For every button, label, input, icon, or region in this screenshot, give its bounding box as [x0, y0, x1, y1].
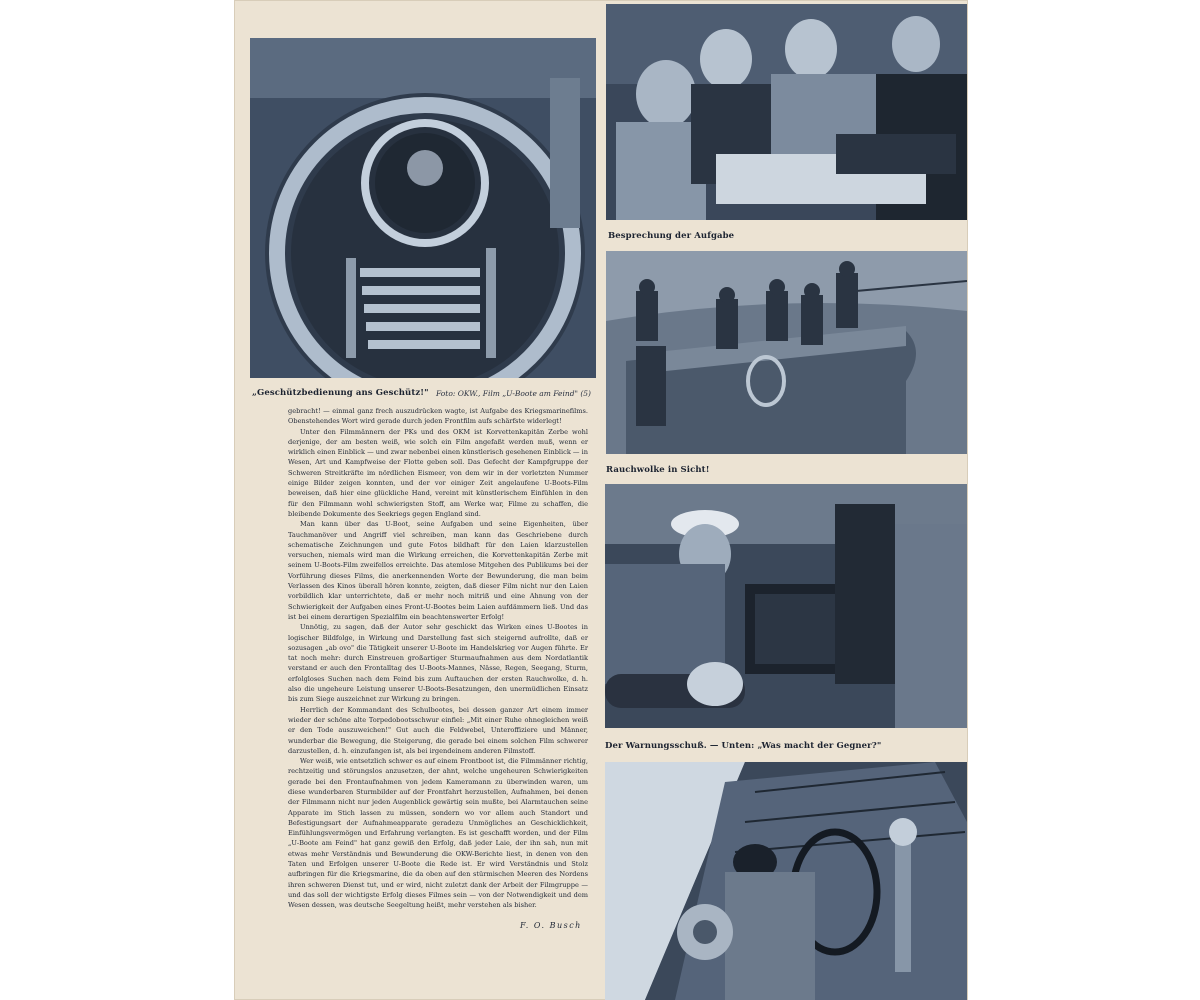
article-paragraph: Unter den Filmmännern der PKs und des OKM ist Korvettenkapitän Zerbe wohl derjenige, der am besten weiß, wie solch ein Film angefaßt werden muß, wenn er wirklich einen Einblick — und zwar nebenbei einen künstlerisch gesehenen Einblick — in Wesen, Art und Kampfweise der Flotte geben soll. Das Gefecht der Kampfgruppe der Schweren Streitkräfte im nördlichen Eismeer, von dem wir in der vorletzten Nummer einige Bilder zeigen konnten, und der vor einiger Zeit angelaufene U-Boots-Film beweisen, daß hier eine glückliche Hand, vereint mit künstlerischem Einfühlen in den für den Filmmann wohl schwierigsten Stoff, am Werke war, Filme zu schaffen, die bleibende Dokumente des Seekriegs gegen England sind. — [288, 427, 588, 518]
photo-credit: Foto: OKW., Film „U-Boote am Feind" (5) — [436, 389, 591, 398]
article-paragraph: gebracht! — einmal ganz frech auszudrücken wagte, ist Aufgabe des Kriegsmarinefilms. Obenstehendes Wort wird gerade durch jeden Frontfilm aufs schärfste widerlegt! — [288, 407, 588, 426]
hatch-caption: „Geschützbedienung ans Geschütz!" — [252, 388, 429, 398]
article-paragraph: Herrlich der Kommandant des Schulbootes, bei dessen ganzer Art einem immer wieder der schöne alte Torpedobootsschwur einfiel: „Mit einer Ruhe ohnegleichen weiß er den Tode auszuweichen!" Gut auch die Feldwebel, Unteroffiziere und Männer, wunderbar die Bewegung, die Steigerung, die gerade bei einem solchen Film schwerer darzustellen, d. h. einzufangen ist, als bei irgendeinem anderen Filmstoff. — [288, 705, 588, 755]
photo-briefing — [606, 4, 967, 220]
article-paragraph: Unnötig, zu sagen, daß der Autor sehr geschickt das Wirken eines U-Bootes in logischer Bildfolge, in Wirkung und Darstellung fast sich steigernd aufrollte, daß er sozusagen „ab ovo" die Tätigkeit unserer U-Boote im Handelskrieg vor Augen führte. Er tat noch mehr: durch Einstreuen großartiger Sturmaufnahmen aus dem Nordatlantik verstand er auch den Frontalltag des U-Boots-Mannes, Nässe, Regen, Seegang, Sturm, erfolgloses Suchen nach dem Feind bis zum Auftauchen der ersten Rauchwolke, d. h. also die ungeheure Leistung unserer U-Boots-Besatzungen, den unermüdlichen Einsatz bis zum Siege auszeichnet zur Wirkung zu bringen. — [288, 623, 588, 704]
photo-submarine-deck — [605, 762, 967, 1000]
photo-submarine-hatch — [250, 38, 596, 378]
photo-deck-gun — [605, 484, 967, 728]
article-body — [288, 406, 588, 911]
gun-caption: Der Warnungsschuß. — Unten: „Was macht der Gegner?" — [605, 741, 882, 751]
article-paragraph: Wer weiß, wie entsetzlich schwer es auf einem Frontboot ist, die Filmmänner richtig, rechtzeitig und störungslos anzusetzen, der ahnt, welche ungeheuren Schwierigkeiten gerade bei den Frontaufnahmen von jedem Kameramann zu überwinden waren, um diese wunderbaren Sturmbilder auf der Frontfahrt herzustellen, Aufnahmen, bei denen der Filmmann nicht nur jeden Augenblick gewärtig sein mußte, bei Alarmtauchen seine Apparate im Stich lassen zu müssen, sondern wo vor allem auch Standort und Befestigungsart der Aufnahmeapparate geradezu Unmögliches an Geschicklichkeit, Einfühlungsvermögen und Erfahrung verlangten. Es ist geschafft worden, und der Film „U-Boote am Feind" hat ganz gewiß den Erfolg, daß jeder Laie, der ihn sah, nun mit etwas mehr Verständnis und Bewunderung die OKW-Berichte liest, in denen von den Taten und Erfolgen unserer U-Boote die Rede ist. Er wird Verständnis und Stolz aufbringen für die Kriegsmarine, die da oben auf den stürmischen Meeren des Nordens ihren schweren Dienst tut, und er wird, nicht zuletzt dank der Arbeit der Filmgruppe — und das soll der wichtigste Erfolg dieses Filmes sein — von der Notwendigkeit und dem Wesen dessen, was deutsche Seegeltung heißt, mehr verstehen als bisher. — [288, 757, 588, 910]
photo-conning-tower — [606, 251, 967, 454]
tower-caption: Rauchwolke in Sicht! — [606, 465, 710, 475]
briefing-caption: Besprechung der Aufgabe — [608, 231, 735, 241]
article-paragraph: Man kann über das U-Boot, seine Aufgaben und seine Eigenheiten, über Tauchmanöver und Angriff viel schreiben, man kann das Geschriebene durch schematische Zeichnungen und gute Fotos bildhaft für den Laien klarzustellen versuchen, niemals wird man die Wirkung erreichen, die Korvettenkapitän Zerbe mit seinem U-Boots-Film zweifellos erreichte. Das atemlose Mitgehen des Publikums bei der Vorführung dieses Films, die anerkennenden Worte der Bewunderung, die man beim Verlassen des Kinos überall hören konnte, zeigten, daß dieser Film nicht nur den Laien vorbildlich klar unterrichtete, daß er mehr noch mitriß und eine Ahnung von der Schwierigkeit der Aufgaben eines Front-U-Bootes beim Laien aufdämmern ließ. Und das ist bei einem derartigen Spezialfilm ein beachtenswerter Erfolg! — [288, 520, 588, 621]
author-signature: F. O. Busch — [520, 921, 582, 930]
